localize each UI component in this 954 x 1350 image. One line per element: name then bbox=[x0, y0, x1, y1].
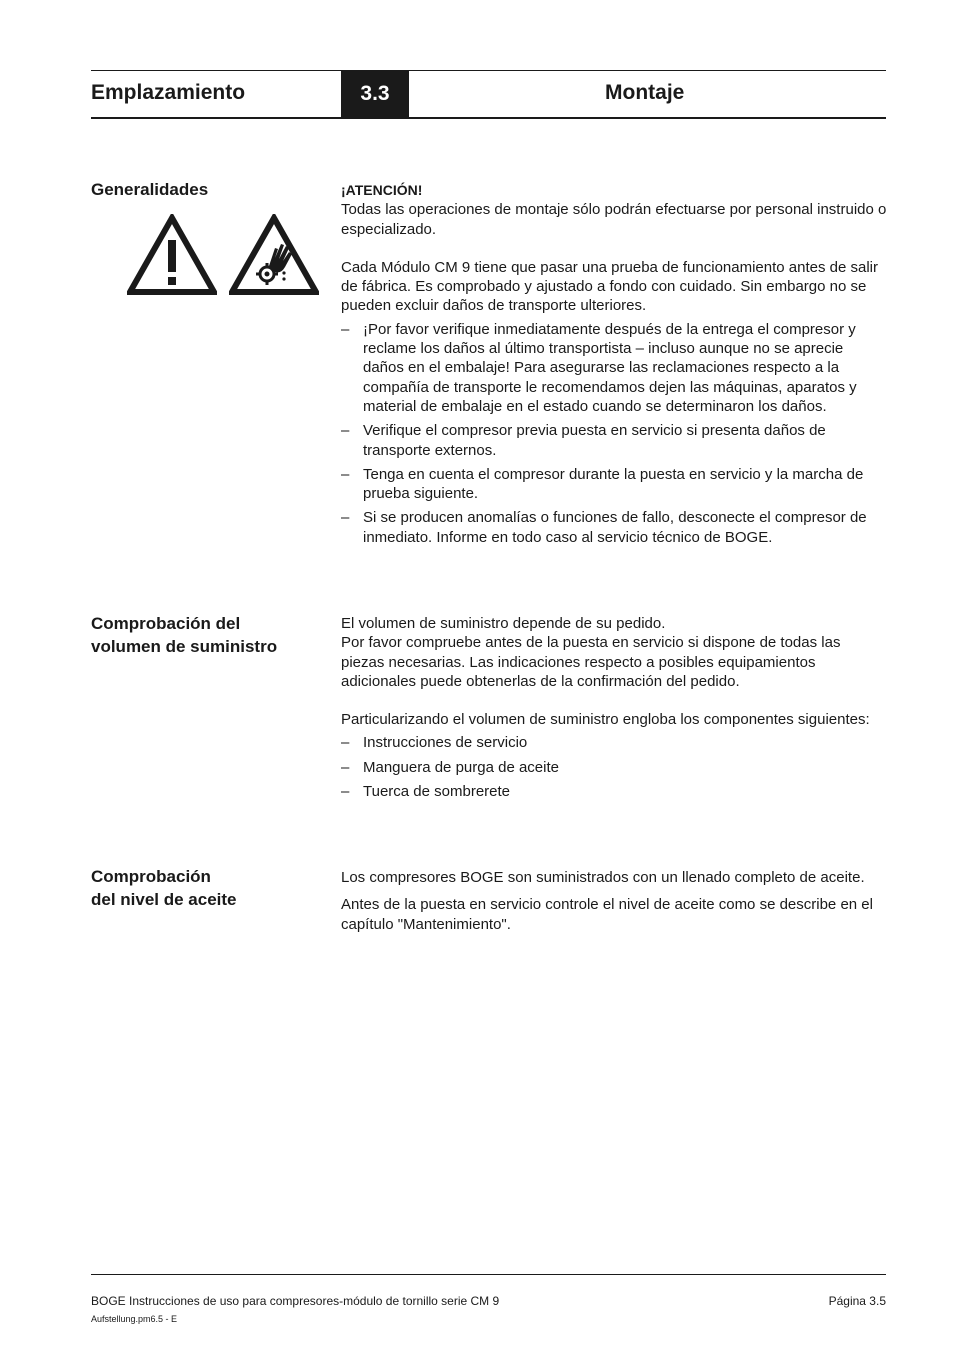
page-number: Página 3.5 bbox=[828, 1294, 886, 1308]
footer-file: Aufstellung.pm6.5 - E bbox=[91, 1314, 178, 1324]
general-paragraph: Cada Módulo CM 9 tiene que pasar una prueba de funcionamiento antes de salir de fábrica. Es comprobado y ajustado a fondo con cuidado. Sin embargo no se pueden excluir daños de transporte ulteriores. bbox=[341, 258, 879, 315]
heading-delivery: Comprobación del volumen de suministro bbox=[91, 614, 278, 656]
section-number: 3.3 bbox=[341, 71, 409, 117]
list-item: – Tenga en cuenta el compresor durante la puesta en servicio y la marcha de prueba siguiente. bbox=[341, 465, 887, 504]
delivery-body bbox=[341, 614, 887, 801]
oil-body bbox=[341, 868, 887, 934]
general-list bbox=[341, 320, 887, 547]
footer-divider bbox=[91, 1274, 886, 1275]
list-item: – Si se producen anomalías o funciones de fallo, desconecte el compresor de inmediato. Informe en todo caso al servicio técnico de BOGE. bbox=[341, 508, 887, 547]
footer-title: BOGE Instrucciones de uso para compresores-módulo de tornillo serie CM 9 bbox=[91, 1294, 500, 1308]
list-item: – Instrucciones de servicio bbox=[341, 733, 887, 752]
hand-gear-danger-icon bbox=[229, 214, 319, 296]
chapter-title: Emplazamiento bbox=[91, 81, 246, 104]
delivery-paragraph: Particularizando el volumen de suministro engloba los componentes siguientes: bbox=[341, 711, 870, 729]
warning-icons bbox=[127, 214, 292, 296]
oil-paragraph: Los compresores BOGE son suministrados con un llenado completo de aceite. bbox=[341, 869, 865, 886]
general-intro: Todas las operaciones de montaje sólo podrán efectuarse por personal instruido o especializado. bbox=[341, 201, 887, 238]
page-header bbox=[91, 70, 886, 119]
list-item: – Tuerca de sombrerete bbox=[341, 782, 887, 801]
delivery-list bbox=[341, 733, 887, 801]
heading-generalidades: Generalidades bbox=[91, 180, 209, 199]
section-title: Montaje bbox=[605, 81, 685, 104]
list-item: – ¡Por favor verifique inmediatamente después de la entrega el compresor y reclame los daños al último transportista – incluso aunque no se aprecie daños en el embalaje! Para asegurarse las reclamaciones respecto a la compañía de transporte le recomendamos dejen las máquinas, aparatos y material de embalaje en el estado cuando se determinaron los daños. bbox=[341, 320, 887, 416]
delivery-paragraph: El volumen de suministro depende de su pedido. bbox=[341, 615, 666, 632]
heading-oil-level: Comprobación del nivel de aceite bbox=[91, 867, 237, 909]
oil-paragraph: Antes de la puesta en servicio controle el nivel de aceite como se describe en el capítulo "Mantenimiento". bbox=[341, 896, 873, 933]
list-item: – Manguera de purga de aceite bbox=[341, 758, 887, 777]
delivery-paragraph: Por favor compruebe antes de la puesta en servicio si dispone de todas las piezas necesarias. Las indicaciones respecto a posibles equipamientos adicionales puede obtenerlas de la confirmación del pedido. bbox=[341, 634, 841, 690]
list-item: – Verifique el compresor previa puesta en servicio si presenta daños de transporte externos. bbox=[341, 421, 887, 460]
warning-triangle-icon bbox=[127, 214, 217, 296]
general-body bbox=[341, 181, 887, 547]
attention-label: ¡ATENCIÓN! bbox=[341, 182, 423, 198]
